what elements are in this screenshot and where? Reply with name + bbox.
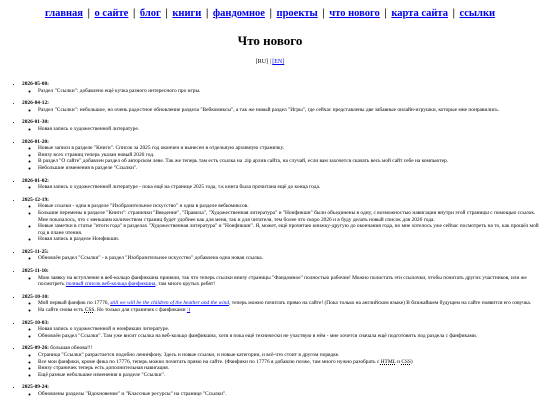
entry-date: 2025-12-19: xyxy=(22,196,49,203)
entry-date: 2025-10-10: xyxy=(22,293,49,300)
entry-items xyxy=(22,107,540,114)
nav-separator: | xyxy=(322,8,325,19)
entry-date: 2025-10-03: xyxy=(22,319,49,326)
nav-link[interactable]: карта сайта xyxy=(391,8,448,19)
entry-date: 2026-01-02: xyxy=(22,177,49,184)
nav-separator: | xyxy=(269,8,272,19)
entry-date: 2025-09-26: xyxy=(22,345,49,352)
nav-separator: | xyxy=(205,8,209,19)
page-title: Что нового xyxy=(237,33,303,48)
item-text: , там много крутых ребят! xyxy=(155,281,216,288)
item-text: и xyxy=(395,358,402,365)
entry-item: ◦ Раздел "Ссылки": небольшое, но очень радостное обновление раздела "Вебкомиксы", а так же новый раздел "Игры", где сейчас представлены две забавные онлайн-игрушки, которые мне понравились. xyxy=(38,107,540,114)
entry-item: ◦ Обновлён раздел "Ссылки" - в раздел "Изобразительное искусство" добавлена одна новая ссылка. xyxy=(38,255,540,262)
changelog-entry xyxy=(22,249,540,262)
entry-date: 2025-11-25: xyxy=(22,248,49,255)
item-text: Все мои фанфики, кроме фикa по 17776, теперь можно почитать прямо на сайте. (Фанфики по 17776 я добавлю позже, там много нужно разобрать с xyxy=(38,358,381,365)
changelog-list xyxy=(0,81,540,398)
lang-en-link[interactable]: [EN] xyxy=(272,59,285,65)
nav-link[interactable]: книги xyxy=(172,8,202,19)
nav-link[interactable]: главная xyxy=(44,8,83,19)
entry-items xyxy=(22,326,540,339)
language-switcher xyxy=(0,59,540,65)
entry-date: 2026-01-30: xyxy=(22,119,49,126)
changelog-entry xyxy=(22,178,540,191)
inline-link[interactable]: полный список веб-кольца фанфикшна xyxy=(65,281,156,288)
entry-items xyxy=(22,352,540,378)
item-text: . Но только для страничек с фанфиками xyxy=(94,307,187,314)
entry-items xyxy=(22,203,540,243)
changelog-entry xyxy=(22,345,540,378)
changelog-entry xyxy=(22,320,540,340)
top-navigation xyxy=(0,0,540,21)
entry-item: ◦ Небольшие изменения в разделе "Ссылки". xyxy=(38,165,540,172)
lang-ru-current: [RU] xyxy=(255,59,269,65)
nav-link[interactable]: о сайте xyxy=(94,8,129,19)
nav-link[interactable]: что нового xyxy=(329,8,380,19)
abbr-term: CSS xyxy=(401,358,411,365)
nav-link[interactable]: проекты xyxy=(276,8,318,19)
entry-item: ◦ Раздел "Ссылки": добавлено ещё кучка разного интересного про игры. xyxy=(38,88,540,95)
item-text: ) xyxy=(410,358,413,365)
nav-separator: | xyxy=(452,8,455,19)
entry-date: 2026-05-08: xyxy=(22,81,49,87)
entry-items xyxy=(22,88,540,95)
entry-item xyxy=(38,307,540,314)
entry-item: ◦ Внизу всех страниц теперь указан новый 2026 год. xyxy=(38,152,540,159)
changelog-entry xyxy=(22,100,540,113)
entry-item: ◦ Новая запись о художественной литературе - пока ещё на странице 2025 года, т.к книга была прочитана ещё до конца года. xyxy=(38,184,540,191)
entry-item: ◦ Обновлён раздел "Ссылки". Там уже висит ссылка на веб-кольцо фанфикшна, хотя я пока ещё технически не участвую в нём - мне хочется сначала ещё подготовить под раздела с фанфиками. xyxy=(38,333,540,340)
entry-item: ◦ Большие перемены в разделе "Книги": странички "Введение", "Правила", "Художественная литература" и "Нонфикшн" были объединены в одну, с возможностью навигации внутри этой страницы с помощью ссылок. Мне показалось, что с меньшим количеством страниц будет удобнее как для меня, так и для читателя, тем более что скоро 2026 и я буду делать новый список для 2026 года. xyxy=(38,210,540,223)
lang-separator: | xyxy=(269,59,271,65)
changelog-entry xyxy=(22,81,540,94)
nav-separator: | xyxy=(165,8,168,19)
entry-date-note: большая обнова!!! xyxy=(48,345,93,352)
entry-items xyxy=(22,255,540,262)
changelog-entry xyxy=(22,139,540,172)
entry-item: ◦ Новые ссылки - одна в разделе "Изобразительное искусство" и одна в разделе вебкомиксов. xyxy=(38,203,540,210)
entry-item: ◦ Новая запись о художественной литературе. xyxy=(38,126,540,133)
entry-items xyxy=(22,145,540,171)
item-text: Мой первый фанфик по 17776, xyxy=(38,300,111,307)
entry-date: 2026-04-12: xyxy=(22,100,49,107)
entry-item: ◦ Страница "Ссылки" разрастается подобно ленинфону. Здесь и новые ссылки, и новые категории, и всё-что стоит в другом порядке. xyxy=(38,352,540,359)
entry-item: ◦ Новые заметки в статье "итоги года" в разделах "Художественная литература" и "Нонфикшн". Я, может, ещё прочитаю книжку-другую до окончания года, но мне хотелось уже сейчас посмотреть на то, как прошёл мой год в плане чтения. xyxy=(38,223,540,236)
changelog-entry xyxy=(22,294,540,314)
entry-item xyxy=(38,275,540,288)
changelog-entry xyxy=(22,197,540,243)
nav-separator: | xyxy=(87,8,90,19)
entry-item: ◦ Ещё разные небольшие изменения в разделе "Ссылки". xyxy=(38,372,540,379)
changelog-entry xyxy=(22,268,540,288)
item-text: На сайте снова есть xyxy=(38,307,85,314)
entry-item: ◦ Новая запись в разделе Нонфикшн. xyxy=(38,236,540,243)
changelog-entry xyxy=(22,384,540,397)
changelog-entry xyxy=(22,119,540,132)
nav-separator: | xyxy=(384,8,387,19)
entry-item: ◦ Обновлены разделы "Вдохновение" и "Классные ресурсы" на странице "Ссылки". xyxy=(38,391,540,398)
nav-separator: | xyxy=(132,8,136,19)
entry-items xyxy=(22,126,540,133)
entry-item xyxy=(38,359,540,366)
entry-item: ◦ Новая запись о художественной и нонфикшн литературе. xyxy=(38,326,540,333)
inline-link[interactable]: still we will be the children of the heather and the wind xyxy=(110,300,230,307)
entry-item: ◦ В раздел "О сайте" добавлен раздел об авторском леве. Так же теперь там есть ссылка на .zip архив сайта, на случай, если вам захочется скачать весь мой сайт себе на компьютер. xyxy=(38,158,540,165)
nav-link[interactable]: фандомное xyxy=(212,8,265,19)
entry-date: 2026-01-20: xyxy=(22,138,49,145)
entry-items xyxy=(22,300,540,313)
smile-link[interactable]: :) xyxy=(186,307,191,314)
nav-link[interactable]: блог xyxy=(139,8,161,19)
entry-item: ◦ Внизу страничек теперь есть дополнительная навигация. xyxy=(38,365,540,372)
abbr-term: CSS xyxy=(84,307,95,314)
nav-link[interactable]: ссылки xyxy=(459,8,496,19)
entry-items xyxy=(22,184,540,191)
entry-date: 2025-09-24: xyxy=(22,384,49,391)
item-text: , теперь можно почитать прямо на сайте! (Пока только на английском языке) В ближайшем будущем на сайте появится его озвучка. xyxy=(229,300,532,307)
entry-item: ◦ Новые записи в разделе "Книги". Список за 2025 год окончен и вынесен в отдельную архивную страничку. xyxy=(38,145,540,152)
entry-items xyxy=(22,391,540,398)
abbr-term: HTML xyxy=(380,358,396,365)
item-text: Мою заявку на вступление в веб-кольцо фанфикшна приняли, так что теперь ссылки внизу страницы "Фандомное" полностью рабочие! Можно полистать эти ссылочки, чтобы почитать других участников, или же посмотреть xyxy=(38,274,527,288)
entry-date: 2025-11-10: xyxy=(22,268,49,275)
entry-items xyxy=(22,275,540,288)
